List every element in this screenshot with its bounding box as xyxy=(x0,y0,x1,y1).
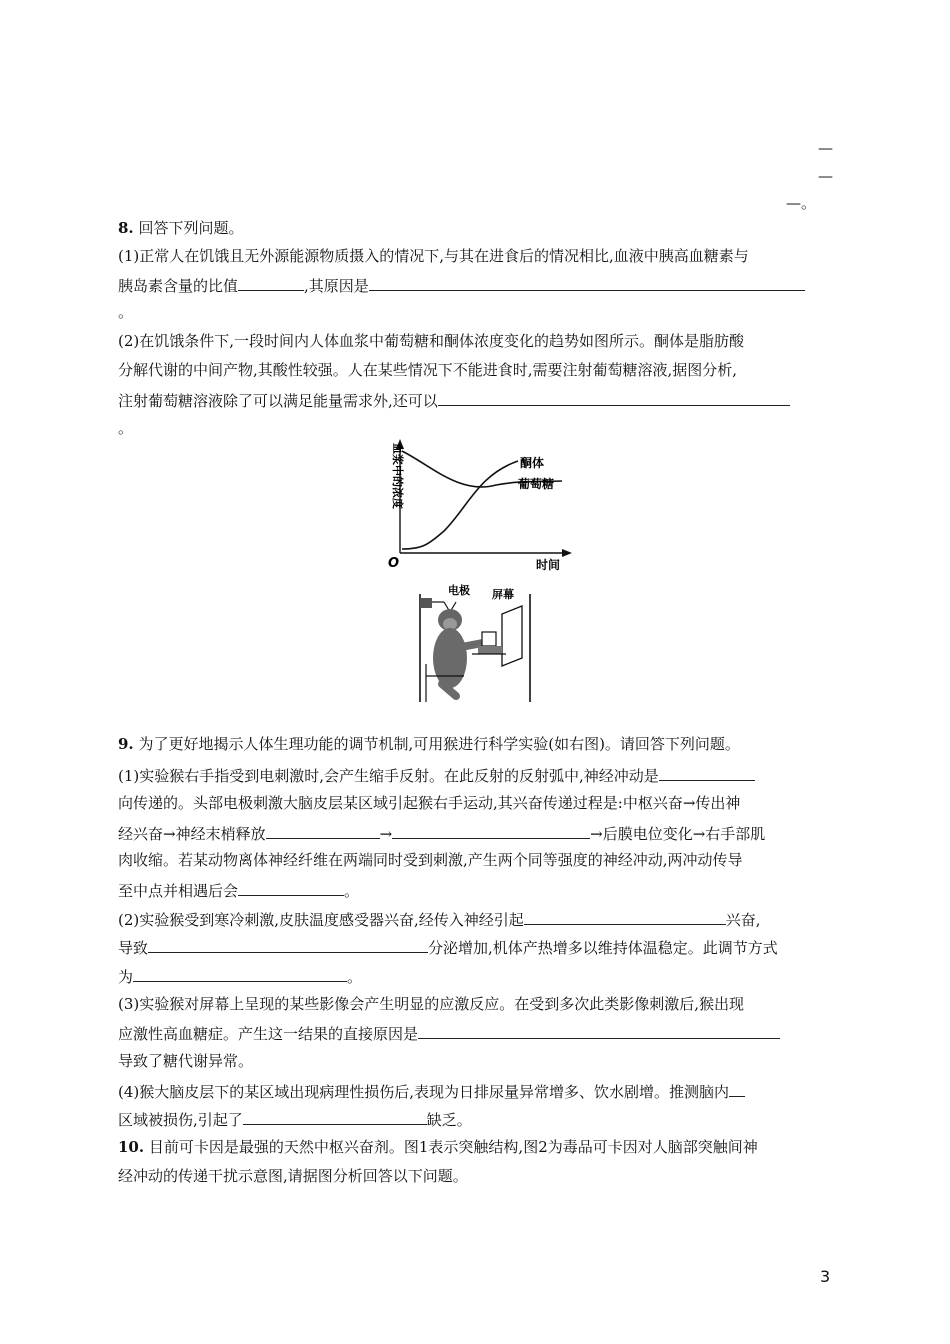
q8-p1-line3: 。 xyxy=(118,303,134,321)
q10-line2: 经冲动的传递干扰示意图,请据图分析回答以下问题。 xyxy=(118,1167,468,1185)
monkey-experiment-figure xyxy=(416,584,536,704)
answer-blank[interactable] xyxy=(392,822,590,839)
q9-line4 xyxy=(118,822,765,844)
q9-line11 xyxy=(118,1022,780,1044)
ketone-curve xyxy=(402,461,518,549)
q10-number: 10. xyxy=(118,1138,145,1156)
q9-text: 为 xyxy=(118,968,134,986)
screen-label: 屏幕 xyxy=(492,588,514,601)
q8-number: 8. xyxy=(118,219,134,237)
q8-p2-line4: 。 xyxy=(118,419,134,437)
q8-title xyxy=(118,218,243,238)
q9-line1 xyxy=(118,734,740,754)
electrode-label: 电极 xyxy=(448,584,470,597)
answer-blank[interactable] xyxy=(369,274,805,291)
q9-text: 经兴奋→神经末梢释放 xyxy=(118,825,266,843)
q9-line8 xyxy=(118,936,778,958)
q8-p1-line1: (1)正常人在饥饿且无外源能源物质摄入的情况下,与其在进食后的情况相比,血液中胰高血糖素与 xyxy=(118,247,749,265)
q9-text: 兴奋, xyxy=(725,911,761,929)
answer-blank[interactable] xyxy=(238,274,304,291)
q8-p1-line2 xyxy=(118,274,805,296)
answer-blank[interactable] xyxy=(524,908,726,925)
answer-blank[interactable] xyxy=(148,936,428,953)
x-axis xyxy=(400,549,572,557)
q9-text: 。 xyxy=(347,968,363,986)
q9-line6 xyxy=(118,879,359,901)
origin-label: O xyxy=(388,556,400,571)
answer-blank-fragment: — xyxy=(818,139,833,157)
concentration-chart xyxy=(378,437,608,577)
screen-icon xyxy=(502,606,522,666)
answer-blank[interactable] xyxy=(266,822,380,839)
q9-text: 分泌增加,机体产热增多以维持体温稳定。此调节方式 xyxy=(428,939,778,957)
series-label-glucose: 葡萄糖 xyxy=(518,477,555,491)
answer-blank-fragment: —。 xyxy=(786,194,817,212)
q9-line3: 向传递的。头部电极刺激大脑皮层某区域引起猴右手运动,其兴奋传递过程是:中枢兴奋→传出神 xyxy=(118,794,741,812)
answer-blank[interactable] xyxy=(243,1108,427,1125)
q9-text: → xyxy=(379,825,393,843)
series-label-ketone: 酮体 xyxy=(520,456,545,470)
x-axis-label: 时间 xyxy=(536,558,561,572)
q9-line10: (3)实验猴对屏幕上呈现的某些影像会产生明显的应激反应。在受到多次此类影像刺激后,猴出现 xyxy=(118,995,745,1013)
answer-blank-fragment: — xyxy=(818,167,833,185)
answer-blank[interactable] xyxy=(133,965,347,982)
q9-number: 9. xyxy=(118,735,134,753)
answer-blank[interactable] xyxy=(238,879,344,896)
q8-p1-text-b: ,其原因是 xyxy=(304,277,369,295)
q9-text: 应激性高血糖症。产生这一结果的直接原因是 xyxy=(118,1025,419,1043)
answer-blank[interactable] xyxy=(418,1022,780,1039)
q9-text: (4)猴大脑皮层下的某区域出现病理性损伤后,表现为日排尿量异常增多、饮水剧增。推测脑内 xyxy=(118,1083,730,1101)
q9-text: 。 xyxy=(344,882,360,900)
q9-text: →后膜电位变化→右手部肌 xyxy=(590,825,766,843)
q10-line1 xyxy=(118,1137,758,1157)
q10-text: 目前可卡因是最强的天然中枢兴奋剂。图1表示突触结构,图2为毒品可卡因对人脑部突触间神 xyxy=(148,1138,758,1156)
q9-text: 导致 xyxy=(118,939,149,957)
q9-line12: 导致了糖代谢异常。 xyxy=(118,1052,254,1070)
q8-p1-text-a: 胰岛素含量的比值 xyxy=(118,277,239,295)
q9-line7 xyxy=(118,908,761,930)
q9-line2 xyxy=(118,764,755,786)
answer-blank[interactable] xyxy=(659,764,755,781)
q9-text: 缺乏。 xyxy=(426,1111,472,1129)
q9-line14 xyxy=(118,1108,472,1130)
y-axis-label: 血浆中的浓度 xyxy=(391,443,404,509)
q9-line13 xyxy=(118,1080,745,1102)
q8-title-text: 回答下列问题。 xyxy=(138,219,244,237)
q9-text: 区域被损伤,引起了 xyxy=(118,1111,243,1129)
q9-line5: 肉收缩。若某动物离体神经纤维在两端同时受到刺激,产生两个同等强度的神经冲动,两冲动传导 xyxy=(118,851,743,869)
q8-p2-line3 xyxy=(118,389,790,411)
q8-p2-text: 注射葡萄糖溶液除了可以满足能量需求外,还可以 xyxy=(118,392,438,410)
q8-p2-line2: 分解代谢的中间产物,其酸性较强。人在某些情况下不能进食时,需要注射葡萄糖溶液,据图分析, xyxy=(118,361,738,379)
q8-p2-line1: (2)在饥饿条件下,一段时间内人体血浆中葡萄糖和酮体浓度变化的趋势如图所示。酮体是脂肪酸 xyxy=(118,332,745,350)
q9-text: 至中点并相遇后会 xyxy=(118,882,239,900)
q9-text: (1)实验猴右手指受到电刺激时,会产生缩手反射。在此反射的反射弧中,神经冲动是 xyxy=(118,767,659,785)
q9-intro: 为了更好地揭示人体生理功能的调节机制,可用猴进行科学实验(如右图)。请回答下列问题。 xyxy=(138,735,740,753)
answer-blank[interactable] xyxy=(438,389,790,406)
q9-line9 xyxy=(118,965,362,987)
answer-blank[interactable] xyxy=(729,1080,745,1097)
q9-text: (2)实验猴受到寒冷刺激,皮肤温度感受器兴奋,经传入神经引起 xyxy=(118,911,524,929)
page-number: 3 xyxy=(820,1267,831,1286)
